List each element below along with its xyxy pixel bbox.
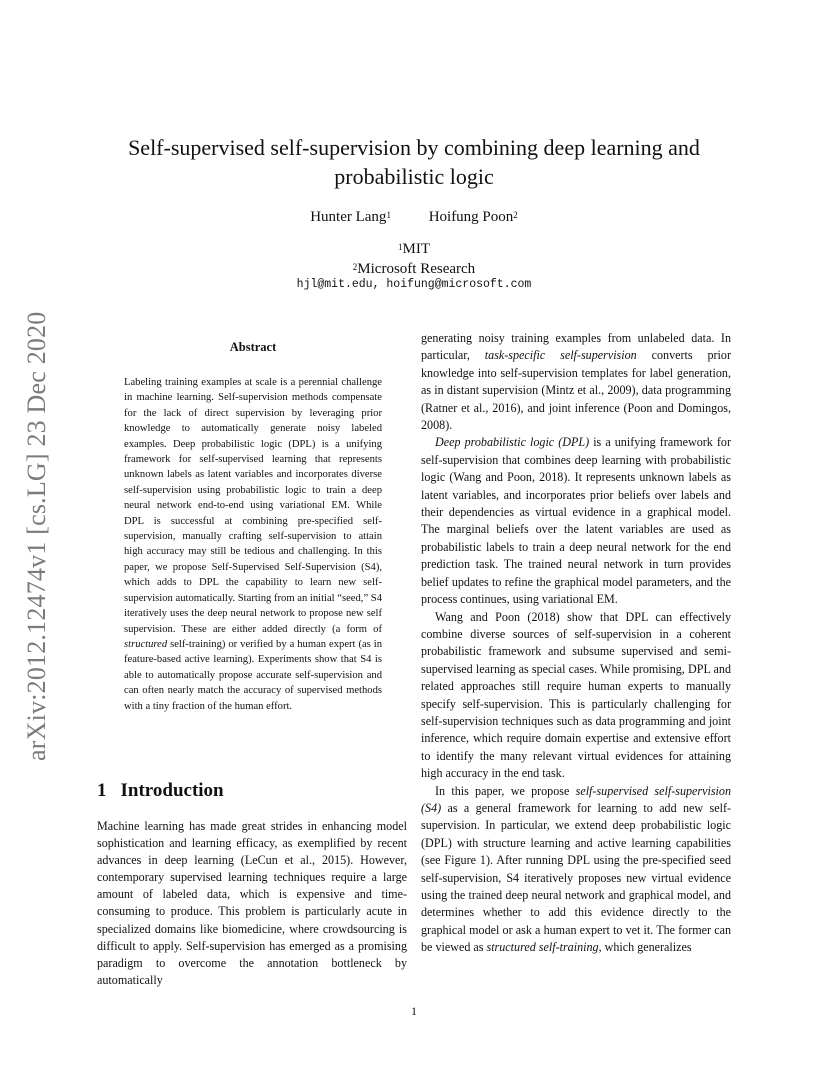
section-heading-introduction	[97, 780, 224, 802]
author	[310, 209, 391, 225]
section-title: Introduction	[120, 780, 224, 801]
affiliation-name: MIT	[402, 241, 430, 257]
text-run: , which generalizes	[598, 940, 692, 955]
arxiv-identifier[interactable]: arXiv:2012.12474v1 [cs.LG] 23 Dec 2020	[22, 311, 51, 761]
section-number: 1	[97, 780, 107, 801]
text-run: is a unifying framework for self-supervision that combines deep learning with probabilistic logic (Wang and Poon, 2018). It represents unknown labels as latent variables, and incorporates prior beliefs over labels and their dependencies as virtual evidence in a graphical model. The marginal beliefs over the latent variables are used as probabilistic labels to train a deep neural network for the end prediction task. The trained neural network in turn provides belief updates to refine the graphical model parameters, and the process continues, using variational EM.	[421, 435, 731, 607]
affiliation-name: Microsoft Research	[357, 261, 476, 277]
text-run: Labeling training examples at scale is a perennial challenge in machine learning. Self-supervision methods compensate for the lack of direct supervision by leveraging prior knowledge to automatically generate noisy labeled examples. Deep probabilistic logic (DPL) is a unifying framework for self-supervised learning that represents unknown labels as latent variables and incorporates diverse self-supervision using probabilistic logic to train a deep neural network end-to-end using variational EM. While DPL is successful at combining pre-specified self-supervision, manually crafting self-supervision to attain high accuracy may still be tedious and challenging. In this paper, we propose Self-Supervised Self-Supervision (S4), which adds to DPL the capability to learn new self-supervision automatically. Starting from an initial “seed,” S4 iteratively uses the deep neural network to propose new self supervision. These are either added directly (a form of	[124, 377, 382, 635]
text-run: generating noisy training examples from unlabeled data. In particular,	[421, 331, 731, 363]
emphasis: structured	[124, 638, 168, 650]
right-column	[421, 330, 731, 957]
text-run: self-training) or verified by a human expert (as in feature-based active learning). Experiments show that S4 is able to automatically propose accurate self-supervision and can often nearly match the accuracy of supervised methods with a tiny fraction of the human effort.	[124, 638, 382, 712]
emphasis: self-supervised self-supervision (S4)	[421, 783, 732, 815]
body-paragraph	[421, 434, 731, 608]
author-list	[0, 207, 828, 227]
body-paragraph	[421, 330, 731, 434]
affiliation	[0, 259, 828, 279]
text-run: as a general framework for learning to add new self-supervision. In particular, we extend deep probabilistic logic (DPL) with structure learning and active learning capabilities (see Figure 1). After running DPL using the pre-specified seed self-supervision, S4 iteratively proposes new virtual evidence using the trained deep neural network and graphical model, and determines whether to add this evidence directly to the graphical model or ask a human expert to vet it. The former can be viewed as	[421, 800, 731, 955]
affiliation	[0, 239, 828, 259]
paper-title: Self-supervised self-supervision by combining deep learning and probabilistic logic	[128, 135, 700, 189]
author	[429, 209, 518, 225]
abstract-heading: Abstract	[229, 340, 277, 354]
body-paragraph: Wang and Poon (2018) show that DPL can effectively combine diverse sources of self-supervision in a coherent probabilistic framework and subsume supervised and semi-supervised learning as special cases. While promising, DPL and related approaches still require human experts to manually specify self-supervision. This is particularly challenging for self-supervision techniques such as data programming and joint inference, which require domain expertise and extensive effort to identify the many relevant virtual evidences for attaining high accuracy in the end task.	[421, 609, 731, 781]
author-emails: hjl@mit.edu, hoifung@microsoft.com	[296, 278, 532, 291]
abstract-text	[124, 375, 382, 714]
emphasis: structured self-training	[486, 940, 599, 955]
introduction-paragraph: Machine learning has made great strides in enhancing model sophistication and learning efficacy, as exemplified by recent advances in deep learning (LeCun et al., 2015). However, contemporary supervised learning techniques require a large amount of labeled data, which is expensive and time-consuming to produce. This problem is particularly acute in specialized domains like biomedicine, where crowdsourcing is difficult to apply. Self-supervision has emerged as a promising paradigm to overcome the annotation bottleneck by automatically	[97, 819, 407, 987]
affiliation-mark: 1	[398, 242, 403, 252]
emphasis: Deep probabilistic logic (DPL)	[435, 435, 590, 450]
author-name: Hoifung Poon	[428, 209, 514, 225]
author-name: Hunter Lang	[310, 209, 387, 225]
affiliation-mark: 2	[513, 210, 518, 220]
body-paragraph	[421, 783, 731, 957]
page-number: 1	[411, 1004, 417, 1018]
affiliation-mark: 1	[386, 210, 391, 220]
affiliation-mark: 2	[352, 262, 358, 272]
text-run: converts prior knowledge into self-supervision templates for label generation, as in distant supervision (Mintz et al., 2009), data programming (Ratner et al., 2016), and joint inference (Poon and Domingos, 2008).	[421, 348, 731, 433]
emphasis: task-specific self-supervision	[484, 348, 637, 363]
text-run: In this paper, we propose	[435, 783, 576, 798]
affiliation-list	[0, 239, 828, 279]
